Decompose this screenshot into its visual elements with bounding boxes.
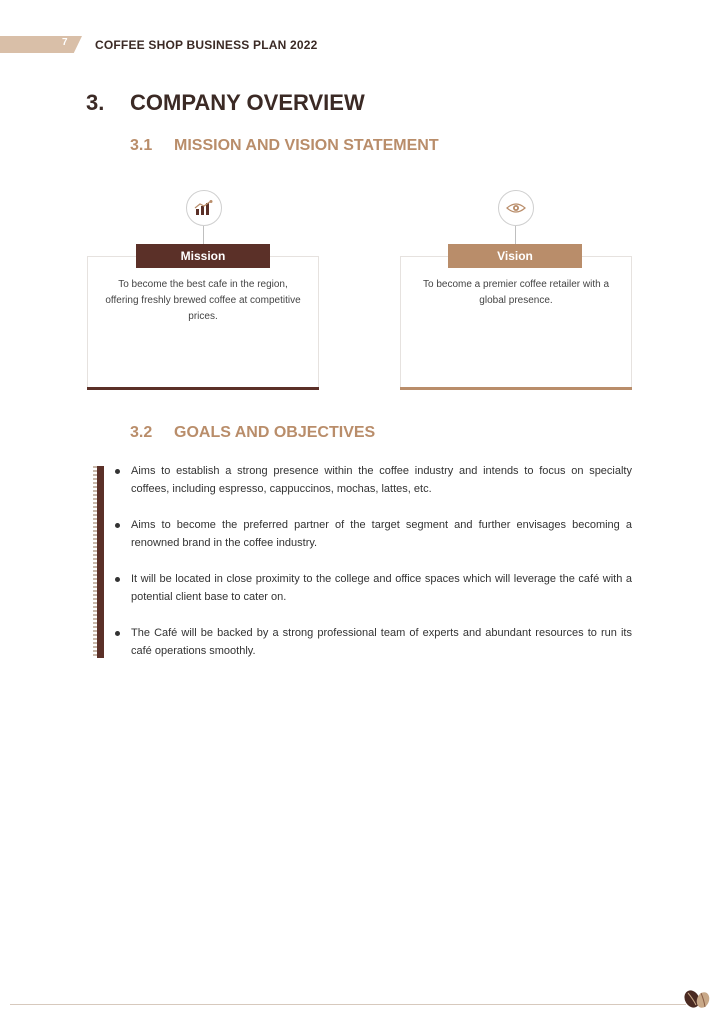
vision-label: Vision bbox=[448, 244, 582, 268]
list-item bbox=[114, 571, 632, 606]
footer-rule bbox=[10, 1004, 686, 1005]
chart-growth-icon bbox=[186, 190, 222, 226]
goal-text: Aims to become the preferred partner of the target segment and further envisages becoming a renowned brand in the coffee industry. bbox=[131, 519, 632, 549]
document-title: COFFEE SHOP BUSINESS PLAN 2022 bbox=[95, 38, 318, 52]
vision-connector bbox=[515, 226, 516, 244]
goals-side-bar bbox=[93, 466, 104, 658]
vision-card bbox=[400, 256, 632, 390]
goal-text: Aims to establish a strong presence within the coffee industry and intends to focus on specialty coffees, including espresso, cappuccinos, mochas, lattes, etc. bbox=[131, 465, 632, 495]
mission-connector bbox=[203, 226, 204, 244]
eye-icon bbox=[498, 190, 534, 226]
list-item bbox=[114, 463, 632, 498]
list-item bbox=[114, 625, 632, 660]
goal-text: It will be located in close proximity to the college and office spaces which will leverage the café with a potential client base to cater on. bbox=[131, 573, 632, 603]
section-heading bbox=[86, 90, 365, 116]
subsection-number: 3.1 bbox=[130, 137, 153, 154]
subsection-heading-goals bbox=[130, 424, 375, 442]
mission-text: To become the best cafe in the region, offering freshly brewed coffee at competitive prices. bbox=[105, 279, 301, 322]
vision-text: To become a premier coffee retailer with a global presence. bbox=[422, 279, 609, 306]
subsection-number: 3.2 bbox=[130, 424, 153, 441]
bullet-icon bbox=[115, 631, 120, 636]
subsection-title: MISSION AND VISION STATEMENT bbox=[174, 137, 439, 154]
section-number: 3. bbox=[86, 90, 105, 115]
mission-label: Mission bbox=[136, 244, 270, 268]
list-item bbox=[114, 517, 632, 552]
mission-card-underline bbox=[87, 387, 319, 390]
bullet-icon bbox=[115, 469, 120, 474]
coffee-bean-icon bbox=[683, 988, 711, 1015]
vision-card-underline bbox=[400, 387, 632, 390]
page-number: 7 bbox=[62, 37, 68, 48]
bullet-icon bbox=[115, 577, 120, 582]
subsection-title: GOALS AND OBJECTIVES bbox=[174, 424, 376, 441]
mission-card bbox=[87, 256, 319, 390]
goal-text: The Café will be backed by a strong professional team of experts and abundant resources to run its café operations smoothly. bbox=[131, 627, 632, 657]
goals-list bbox=[114, 463, 632, 679]
subsection-heading-mission-vision bbox=[130, 137, 439, 155]
header-page-tab bbox=[0, 36, 82, 53]
section-title: COMPANY OVERVIEW bbox=[130, 90, 365, 115]
bullet-icon bbox=[115, 523, 120, 528]
